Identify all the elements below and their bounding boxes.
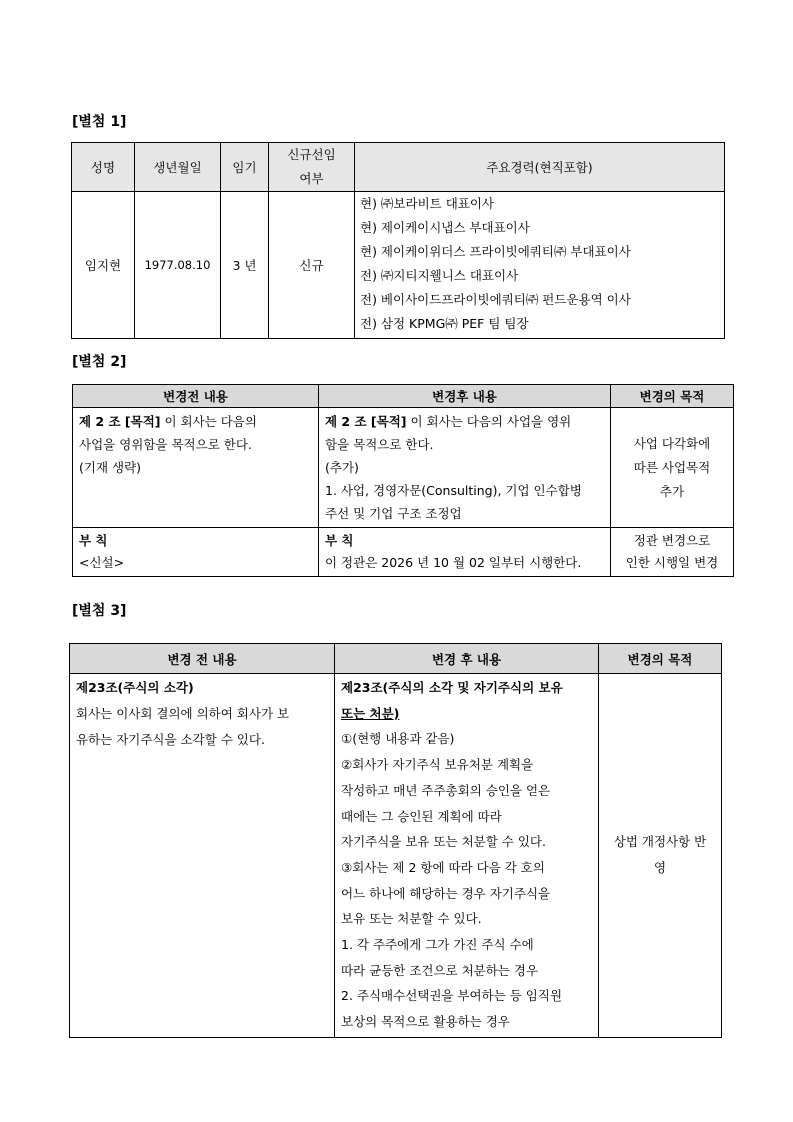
article-text: 사업을 영위함을 목적으로 한다. bbox=[79, 437, 252, 452]
addenda-heading: 부 칙 bbox=[79, 533, 108, 548]
article-text: (추가) bbox=[325, 460, 359, 475]
cell-after-article2 bbox=[319, 408, 611, 528]
article-text: 따라 균등한 조건으로 처분하는 경우 bbox=[341, 962, 539, 978]
cell-before-article2 bbox=[73, 408, 319, 528]
header-after: 변경후 내용 bbox=[319, 385, 611, 408]
purpose-text: 인한 시행일 변경 bbox=[625, 555, 719, 570]
article-text: ②회사가 자기주식 보유처분 계획을 bbox=[341, 757, 534, 773]
article-heading: 제23조(주식의 소각) bbox=[76, 680, 194, 695]
header-new-line1: 신규선임 bbox=[287, 147, 336, 162]
article-text: 이 회사는 다음의 사업을 영위 bbox=[406, 414, 572, 429]
article-text: 보유 또는 처분할 수 있다. bbox=[341, 911, 482, 927]
section-1-title: [별첨 1] bbox=[72, 114, 127, 130]
article-text: 2. 주식매수선택권을 부여하는 등 임직원 bbox=[341, 988, 563, 1004]
career-item: 전) 베이사이드프라이빗에쿼티㈜ 펀드운용역 이사 bbox=[360, 292, 631, 307]
purpose-text: 추가 bbox=[659, 483, 685, 499]
section-2-title: [별첨 2] bbox=[72, 354, 127, 370]
article-text: 회사는 이사회 결의에 의하여 회사가 보 bbox=[76, 706, 290, 721]
career-item: 전) ㈜지티지웰니스 대표이사 bbox=[360, 268, 519, 283]
cell-after-article23 bbox=[335, 674, 599, 1038]
cell-career bbox=[355, 192, 725, 339]
purpose-text: 영 bbox=[653, 860, 667, 876]
article-heading: 제 2 조 [목적] bbox=[325, 414, 407, 429]
director-table bbox=[71, 142, 725, 339]
header-before: 변경 전 내용 bbox=[70, 644, 335, 674]
article-text: 보상의 목적으로 활용하는 경우 bbox=[341, 1014, 510, 1030]
cell-purpose-article23 bbox=[599, 674, 722, 1038]
article-text: 유하는 자기주식을 소각할 수 있다. bbox=[76, 732, 265, 747]
header-name: 성명 bbox=[72, 143, 135, 192]
header-purpose: 변경의 목적 bbox=[599, 644, 722, 674]
article-text: 작성하고 매년 주주총회의 승인을 얻은 bbox=[341, 782, 551, 798]
article-text: 어느 하나에 해당하는 경우 자기주식을 bbox=[341, 885, 551, 901]
addenda-text: <신설> bbox=[79, 555, 125, 570]
purpose-text: 사업 다각화에 bbox=[633, 435, 711, 451]
cell-purpose-article2 bbox=[611, 408, 734, 528]
article-text: 주선 및 기업 구조 조정업 bbox=[325, 506, 462, 521]
article-text: 이 회사는 다음의 bbox=[160, 414, 257, 429]
article-text: ①(현행 내용과 같음) bbox=[341, 731, 455, 747]
header-career: 주요경력(현직포함) bbox=[355, 143, 725, 192]
addenda-text: 이 정관은 2026 년 10 월 02 일부터 시행한다. bbox=[325, 555, 582, 570]
article-text: (기재 생략) bbox=[79, 460, 142, 475]
cell-after-addenda bbox=[319, 528, 611, 577]
career-item: 전) 삼정 KPMG㈜ PEF 팀 팀장 bbox=[360, 316, 529, 331]
purpose-text: 정관 변경으로 bbox=[633, 533, 711, 548]
cell-new: 신규 bbox=[269, 192, 355, 339]
article-text: 때에는 그 승인된 계획에 따라 bbox=[341, 808, 502, 824]
cell-purpose-addenda bbox=[611, 528, 734, 577]
article-text: 함을 목적으로 한다. bbox=[325, 437, 434, 452]
career-item: 현) 제이케이시냅스 부대표이사 bbox=[360, 220, 530, 235]
header-birth: 생년월일 bbox=[135, 143, 221, 192]
article-text: 1. 사업, 경영자문(Consulting), 기업 인수합병 bbox=[325, 483, 582, 498]
header-term: 임기 bbox=[221, 143, 269, 192]
addenda-heading: 부 칙 bbox=[325, 533, 354, 548]
article-text: ③회사는 제 2 항에 따라 다음 각 호의 bbox=[341, 859, 545, 875]
purpose-text: 따른 사업목적 bbox=[633, 459, 711, 475]
career-item: 현) 제이케이위더스 프라이빗에쿼티㈜ 부대표이사 bbox=[360, 244, 631, 259]
article-text: 1. 각 주주에게 그가 가진 주식 수에 bbox=[341, 937, 534, 953]
cell-before-addenda bbox=[73, 528, 319, 577]
cell-term: 3 년 bbox=[221, 192, 269, 339]
cell-name: 임지현 bbox=[72, 192, 135, 339]
articles-amendment-table-2 bbox=[69, 643, 722, 1038]
header-purpose: 변경의 목적 bbox=[611, 385, 734, 408]
header-before: 변경전 내용 bbox=[73, 385, 319, 408]
article-heading: 제23조(주식의 소각 및 자기주식의 보유 bbox=[341, 680, 563, 695]
career-item: 현) ㈜보라비트 대표이사 bbox=[360, 196, 494, 211]
article-heading: 또는 처분) bbox=[341, 705, 400, 721]
section-3-title: [별첨 3] bbox=[72, 603, 127, 619]
articles-amendment-table-1 bbox=[72, 384, 734, 577]
purpose-text: 상법 개정사항 반 bbox=[613, 834, 707, 850]
header-new-appointment bbox=[269, 143, 355, 192]
cell-birth: 1977.08.10 bbox=[135, 192, 221, 339]
header-after: 변경 후 내용 bbox=[335, 644, 599, 674]
article-heading: 제 2 조 [목적] bbox=[79, 414, 161, 429]
header-new-line2: 여부 bbox=[299, 171, 324, 186]
cell-before-article23 bbox=[70, 674, 335, 1038]
article-text: 자기주식을 보유 또는 처분할 수 있다. bbox=[341, 834, 546, 850]
